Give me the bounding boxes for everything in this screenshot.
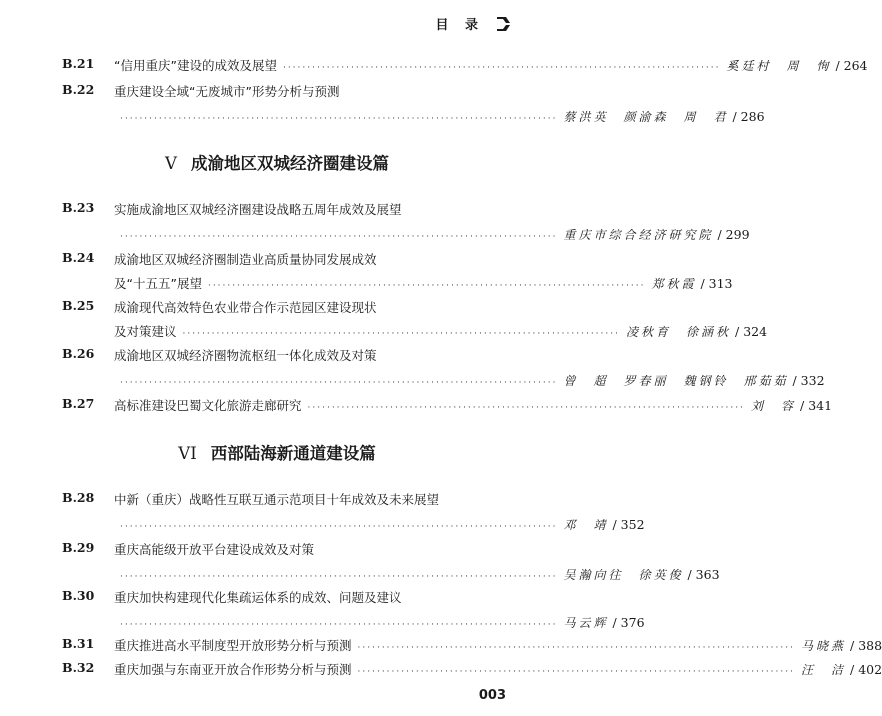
entry-page: / 352 (612, 517, 645, 532)
entry-number: B.29 (62, 540, 95, 555)
entry-number: B.32 (62, 660, 95, 675)
page-number: 003 (478, 688, 506, 703)
leader-dots: ·························································································· (120, 114, 558, 124)
section-roman: VI (178, 444, 197, 463)
leader-dots: ·························································································· (120, 522, 558, 532)
entry-page: / 299 (717, 227, 750, 242)
entry-author: 邓 靖 (563, 518, 609, 532)
entry-number: B.27 (62, 396, 95, 411)
leader-dots: ·························································································· (120, 378, 558, 388)
section-heading (0, 440, 554, 464)
section-title: 西部陆海新通道建设篇 (210, 444, 376, 463)
entry-number: B.25 (62, 298, 95, 313)
section-roman: V (165, 154, 177, 173)
entry-page: / 264 (835, 58, 868, 73)
section-heading (0, 150, 554, 174)
entry-author: 凌秋育 徐涵秋 (626, 325, 732, 339)
entry-title: “信用重庆”建设的成效及展望 (114, 58, 277, 73)
entry-title-cont: 及对策建议 (114, 324, 177, 339)
entry-author: 曾 超 罗春丽 魏钢铃 邢茹茹 (563, 374, 789, 388)
entry-page: / 332 (792, 373, 825, 388)
entry-title: 重庆加快构建现代化集疏运体系的成效、问题及建议 (114, 590, 402, 605)
entry-page: / 388 (850, 638, 882, 653)
entry-number: B.22 (62, 82, 95, 97)
header-decoration-icon (494, 15, 512, 33)
page-header (435, 14, 512, 33)
section-title: 成渝地区双城经济圈建设篇 (190, 154, 389, 173)
entry-number: B.21 (62, 56, 95, 71)
leader-dots: ·························································································· (357, 643, 795, 653)
entry-title: 重庆建设全域“无废城市”形势分析与预测 (114, 84, 340, 99)
entry-title: 中新（重庆）战略性互联互通示范项目十年成效及未来展望 (114, 492, 440, 507)
entry-author: 奚廷村 周 恂 (726, 59, 832, 73)
entry-number: B.23 (62, 200, 95, 215)
entry-author: 吴瀚向往 徐英俊 (563, 568, 684, 582)
entry-title: 重庆加强与东南亚开放合作形势分析与预测 (114, 662, 352, 677)
entry-title: 成渝地区双城经济圈物流枢纽一体化成效及对策 (114, 348, 377, 363)
entry-title: 成渝地区双城经济圈制造业高质量协同发展成效 (114, 252, 377, 267)
entry-page: / 376 (612, 615, 645, 630)
entry-author: 刘 容 (751, 399, 797, 413)
entry-author: 汪 洁 (801, 663, 847, 677)
entry-page: / 341 (800, 398, 833, 413)
leader-dots: ·························································································· (307, 403, 745, 413)
entry-number: B.26 (62, 346, 95, 361)
leader-dots: ·························································································· (357, 667, 795, 677)
entry-author: 马云辉 (563, 616, 609, 630)
header-title: 目 录 (435, 18, 484, 33)
entry-author: 重庆市综合经济研究院 (563, 228, 714, 242)
entry-title-cont: 及“十五五”展望 (114, 276, 202, 291)
leader-dots: ·························································································· (182, 329, 620, 339)
leader-dots: ·························································································· (282, 63, 721, 73)
entry-number: B.24 (62, 250, 95, 265)
entry-title: 高标准建设巴蜀文化旅游走廊研究 (114, 398, 302, 413)
entry-number: B.30 (62, 588, 95, 603)
entry-number: B.28 (62, 490, 95, 505)
entry-page: / 286 (732, 109, 765, 124)
leader-dots: ·························································································· (120, 572, 558, 582)
entry-title: 实施成渝地区双城经济圈建设战略五周年成效及展望 (114, 202, 402, 217)
leader-dots: ·························································································· (207, 281, 646, 291)
entry-title: 重庆推进高水平制度型开放形势分析与预测 (114, 638, 352, 653)
leader-dots: ·························································································· (120, 620, 558, 630)
entry-title: 重庆高能级开放平台建设成效及对策 (114, 542, 315, 557)
entry-number: B.31 (62, 636, 95, 651)
entry-title: 成渝现代高效特色农业带合作示范园区建设现状 (114, 300, 377, 315)
entry-author: 郑秋霞 (651, 277, 697, 291)
leader-dots: ·························································································· (120, 232, 558, 242)
entry-page: / 363 (687, 567, 720, 582)
entry-page: / 324 (735, 324, 768, 339)
entry-page: / 313 (700, 276, 733, 291)
entry-author: 蔡洪英 颜渝森 周 君 (563, 110, 729, 124)
entry-page: / 402 (850, 662, 882, 677)
entry-author: 马晓燕 (801, 639, 847, 653)
